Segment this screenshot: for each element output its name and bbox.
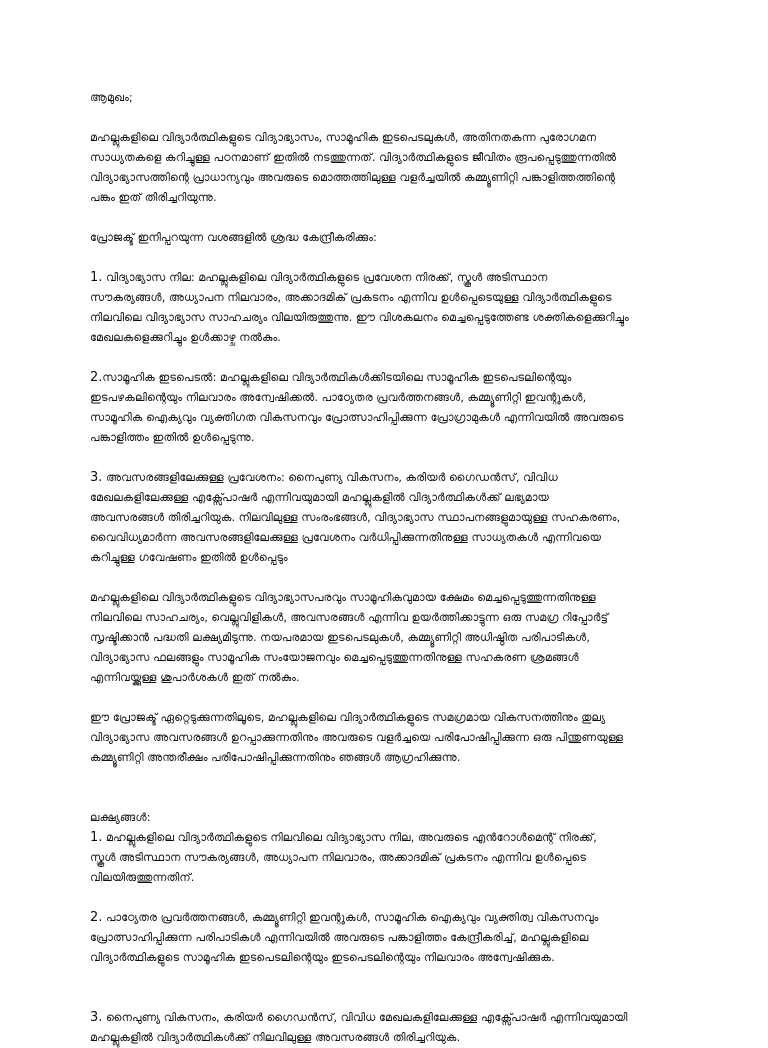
spacer xyxy=(90,448,690,468)
spacer xyxy=(90,688,690,708)
focus-item-3 xyxy=(90,468,690,568)
goal-item-1-text: മഹല്ലുകളിലെ വിദ്യാർത്ഥികളുടെ നിലവിലെ വിദ്യാഭ്യാസ നില, അവരുടെ എൻറോൾമെന്റ് നിരക്ക്, സ്കൂൾ അടിസ്ഥാന സൗകര്യങ്ങൾ, അധ്യാപന നിലവാരം, അക്കാദമിക് പ്രകടനം എന്നിവ ഉൾപ്പെടെ വിലയിരുത്തുന്നതിന്. xyxy=(90,831,597,884)
goal-item-1 xyxy=(90,828,690,888)
intro-heading: ആമുഖം; xyxy=(90,91,133,104)
focus-item-2-number: 2. xyxy=(90,370,103,385)
focus-paragraph: പ്രോജക്ട് ഇനിപ്പറയുന്ന വശങ്ങളിൽ ശ്രദ്ധ കേന്ദ്രീകരിക്കും: xyxy=(90,231,377,244)
spacer xyxy=(90,888,690,908)
focus-item-3-number: 3. xyxy=(90,470,103,485)
spacer xyxy=(90,968,690,1008)
spacer xyxy=(90,348,690,368)
focus-item-2-text: സാമൂഹിക ഇടപെടൽ: മഹല്ലുകളിലെ വിദ്യാർത്ഥികൾക്കിടയിലെ സാമൂഹിക ഇടപെടലിന്റെയും ഇടപഴകലിന്റെയും നിലവാരം അന്വേഷിക്കൽ. പാഠ്യേതര പ്രവർത്തനങ്ങൾ, കമ്മ്യൂണിറ്റി ഇവന്റുകൾ, സാമൂഹിക ഐക്യവും വ്യക്തിഗത വികസനവും പ്രോത്സാഹിപ്പിക്കുന്ന പ്രോഗ്രാമുകൾ എന്നിവയിൽ അവരുടെ പങ്കാളിത്തം ഇതിൽ ഉൾപ്പെടുന്നു. xyxy=(90,371,624,444)
intro-paragraph: മഹല്ലുകളിലെ വിദ്യാർത്ഥികളുടെ വിദ്യാഭ്യാസം, സാമൂഹിക ഇടപെടലുകൾ, അതിനതകന്ന പുരോഗമന സാധ്യതകളെ കറിച്ചുള്ള പഠനമാണ് ഇതിൽ നടത്തുന്നത്. വിദ്യാർത്ഥികളുടെ ജീവിതം രൂപപ്പെടുത്തുന്നതിൽ വിദ്യാഭ്യാസത്തിന്റെ പ്രാധാന്യവും അവരുടെ മൊത്തത്തിലുള്ള വളർച്ചയിൽ കമ്മ്യൂണിറ്റി പങ്കാളിത്തത്തിന്റെ പങ്കം ഇത് തിരിച്ചറിയുന്നു. xyxy=(90,131,617,204)
goal-item-2-text: പാഠ്യേതര പ്രവർത്തനങ്ങൾ, കമ്മ്യൂണിറ്റി ഇവന്റുകൾ, സാമൂഹിക ഐക്യവും വ്യക്തിത്വ വികസനവും പ്രോത്സാഹിപ്പിക്കുന്ന പരിപാടികൾ എന്നിവയിൽ അവരുടെ പങ്കാളിത്തം കേന്ദ്രീകരിച്ച്, മഹല്ലുകളിലെ വിദ്യാർത്ഥികളുടെ സാമൂഹിക ഇടപെടലിന്റെയും ഇടപെടലിന്റെയും നിലവാരം അന്വേഷിക്കുക. xyxy=(90,911,599,964)
spacer xyxy=(90,768,690,808)
focus-item-1 xyxy=(90,268,690,348)
goal-item-2 xyxy=(90,908,690,968)
focus-item-1-number: 1. xyxy=(90,270,103,285)
focus-item-2 xyxy=(90,368,690,448)
goal-item-3-text: നൈപുണ്യ വികസനം, കരിയർ ഗൈഡൻസ്, വിവിധ മേഖലകളിലേക്കുള്ള എക്സ്പോഷർ എന്നിവയുമായി മഹല്ലുകളിൽ വിദ്യാർത്ഥികൾക്ക് നിലവിലുള്ള അവസരങ്ങൾ തിരിച്ചറിയുക. xyxy=(90,1011,628,1044)
goals-heading: ലക്ഷ്യങ്ങൾ: xyxy=(90,811,151,824)
goal-item-2-number: 2. xyxy=(90,910,103,925)
spacer xyxy=(90,248,690,268)
focus-item-3-text: അവസരങ്ങളിലേക്കുള്ള പ്രവേശനം: നൈപുണ്യ വികസനം, കരിയർ ഗൈഡൻസ്, വിവിധ മേഖലകളിലേക്കുള്ള എക്സ്പോഷർ എന്നിവയുമായി മഹല്ലുകളിൽ വിദ്യാർത്ഥികൾക്ക് ലഭ്യമായ അവസരങ്ങൾ തിരിച്ചറിയുക. നിലവിലുള്ള സംരംഭങ്ങൾ, വിദ്യാഭ്യാസ സ്ഥാപനങ്ങളുമായുള്ള സഹകരണം, വൈവിധ്യമാർന്ന അവസരങ്ങളിലേക്കുള്ള പ്രവേശനം വർധിപ്പിക്കുന്നതിനുള്ള സാധ്യതകൾ എന്നിവയെ കറിച്ചുള്ള ഗവേഷണം ഇതിൽ ഉൾപ്പെടും xyxy=(90,471,621,564)
goal-item-1-number: 1. xyxy=(90,830,103,845)
document-page xyxy=(90,88,690,1048)
goal-item-3 xyxy=(90,1008,690,1048)
focus-item-1-text: വിദ്യാഭ്യാസ നില: മഹല്ലുകളിലെ വിദ്യാർത്ഥികളുടെ പ്രവേശന നിരക്ക്, സ്കൂൾ അടിസ്ഥാന സൗകര്യങ്ങൾ, അധ്യാപന നിലവാരം, അക്കാദമിക് പ്രകടനം എന്നിവ ഉൾപ്പെടെയുള്ള വിദ്യാർത്ഥികളുടെ നിലവിലെ വിദ്യാഭ്യാസ സാഹചര്യം വിലയിരുത്തുന്നു. ഈ വിശകലനം മെച്ചപ്പെടുത്തേണ്ട ശക്തികളെക്കുറിച്ചും മേഖലകളെക്കുറിച്ചും ഉൾക്കാഴ്ച നൽകും. xyxy=(90,271,629,344)
goal-item-3-number: 3. xyxy=(90,1010,103,1025)
spacer xyxy=(90,208,690,228)
spacer xyxy=(90,568,690,588)
summary-paragraph: മഹല്ലുകളിലെ വിദ്യാർത്ഥികളുടെ വിദ്യാഭ്യാസപരവും സാമൂഹികവുമായ ക്ഷേമം മെച്ചപ്പെടുത്തുന്നതിനുള്ള നിലവിലെ സാഹചര്യം, വെല്ലുവിളികൾ, അവസരങ്ങൾ എന്നിവ ഉയർത്തിക്കാട്ടുന്ന ഒരു സമഗ്ര റിപ്പോർട്ട് സൃഷ്ടിക്കാൻ പദ്ധതി ലക്ഷ്യമിടുന്നു. നയപരമായ ഇടപെടലുകൾ, കമ്മ്യൂണിറ്റി അധിഷ്ഠിത പരിപാടികൾ, വിദ്യാഭ്യാസ ഫലങ്ങളും സാമൂഹിക സംയോജനവും മെച്ചപ്പെടുത്തുന്നതിനുള്ള സഹകരണ ശ്രമങ്ങൾ എന്നിവയ്ക്കുള്ള ശുപാർശകൾ ഇത് നൽകും. xyxy=(90,591,609,684)
aspiration-paragraph: ഈ പ്രോജക്ട് ഏറ്റെടുക്കുന്നതിലൂടെ, മഹല്ലുകളിലെ വിദ്യാർത്ഥികളുടെ സമഗ്രമായ വികസനത്തിനും തുല്യ വിദ്യാഭ്യാസ അവസരങ്ങൾ ഉറപ്പാക്കുന്നതിനും അവരുടെ വളർച്ചയെ പരിപോഷിപ്പിക്കുന്ന ഒരു പിന്തുണയുള്ള കമ്മ്യൂണിറ്റി അന്തരീക്ഷം പരിപോഷിപ്പിക്കുന്നതിനും ഞങ്ങൾ ആഗ്രഹിക്കുന്നു. xyxy=(90,711,624,764)
spacer xyxy=(90,108,690,128)
